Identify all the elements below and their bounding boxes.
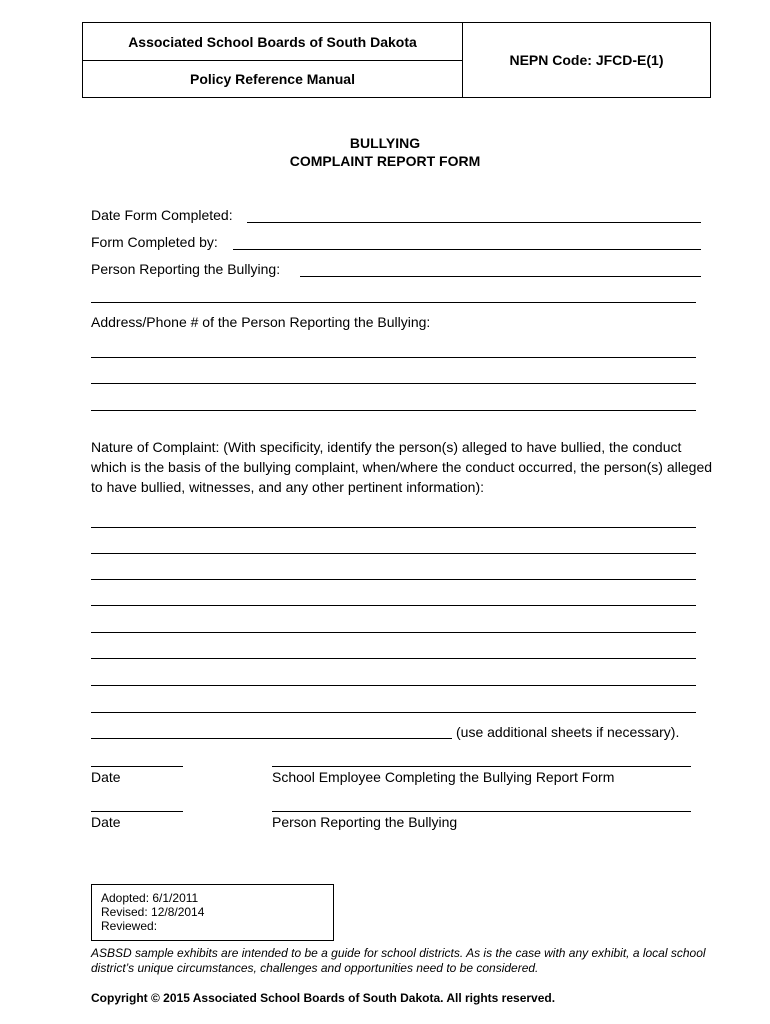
address-phone-field-2[interactable] [91, 383, 696, 384]
adopted-date: Adopted: 6/1/2011 [101, 891, 199, 905]
person-reporting-label: Person Reporting the Bullying: [91, 261, 281, 277]
revised-date: Revised: 12/8/2014 [101, 905, 205, 919]
adoption-box [91, 884, 334, 941]
complaint-field-4[interactable] [91, 605, 696, 606]
additional-sheets-note: (use additional sheets if necessary). [456, 724, 680, 740]
form-subtitle: COMPLAINT REPORT FORM [289, 153, 481, 169]
copyright: Copyright © 2015 Associated School Boards of South Dakota. All rights reserved. [91, 991, 556, 1005]
employee-signature-line[interactable] [272, 766, 691, 767]
reviewed-date: Reviewed: [101, 919, 158, 933]
complaint-field-8[interactable] [91, 712, 696, 713]
complaint-field-5[interactable] [91, 632, 696, 633]
header-box [82, 22, 711, 98]
org-name: Associated School Boards of South Dakota [83, 23, 463, 61]
date-signature-line-2[interactable] [91, 811, 183, 812]
address-phone-field-3[interactable] [91, 410, 696, 411]
date-label-2: Date [91, 814, 121, 830]
manual-name: Policy Reference Manual [83, 61, 463, 97]
person-reporting-field-continued[interactable] [91, 302, 696, 303]
reporter-signature-label: Person Reporting the Bullying [272, 814, 458, 830]
complaint-field-1[interactable] [91, 527, 696, 528]
date-completed-label: Date Form Completed: [91, 207, 233, 223]
address-phone-label: Address/Phone # of the Person Reporting the Bullying: [91, 314, 431, 330]
exhibit-note: ASBSD sample exhibits are intended to be a guide for school districts. As is the case with any exhibit, a local school district’s unique circumstances, challenges and opportunities need to be considered. [91, 946, 706, 975]
date-completed-field[interactable] [247, 222, 701, 223]
date-label-1: Date [91, 769, 121, 785]
form-title: BULLYING [349, 135, 421, 151]
nature-of-complaint-text: Nature of Complaint: (With specificity, identify the person(s) alleged to have bullied, the conduct which is the basis of the bullying complaint, when/where the conduct occurred, the person(s) alleged to have bullied, witnesses, and any other pertinent information): [91, 439, 713, 495]
employee-signature-label: School Employee Completing the Bullying Report Form [272, 769, 615, 785]
nepn-code: NEPN Code: JFCD-E(1) [509, 52, 664, 68]
completed-by-label: Form Completed by: [91, 234, 218, 250]
complaint-field-7[interactable] [91, 685, 696, 686]
complaint-field-2[interactable] [91, 553, 696, 554]
address-phone-field-1[interactable] [91, 357, 696, 358]
complaint-field-3[interactable] [91, 579, 696, 580]
complaint-field-9[interactable] [91, 738, 452, 739]
date-signature-line-1[interactable] [91, 766, 183, 767]
reporter-signature-line[interactable] [272, 811, 691, 812]
completed-by-field[interactable] [233, 249, 701, 250]
person-reporting-field[interactable] [300, 276, 701, 277]
complaint-field-6[interactable] [91, 658, 696, 659]
